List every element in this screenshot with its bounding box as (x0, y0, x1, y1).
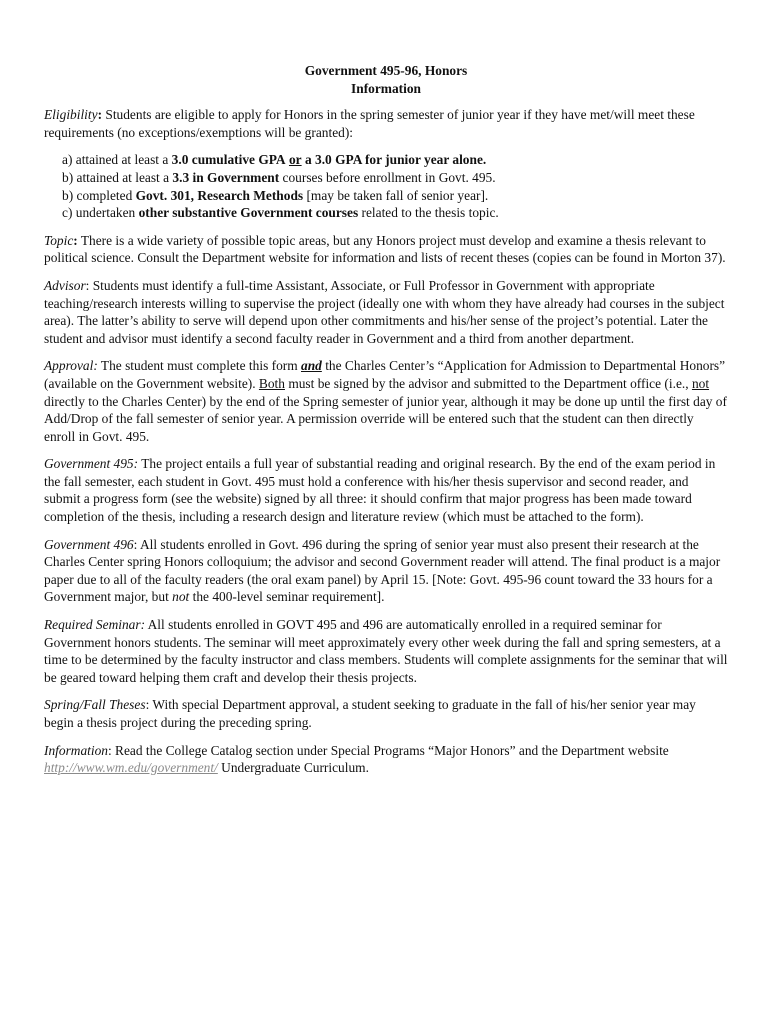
req-d-bold: other substantive Government courses (138, 205, 359, 221)
document-page (44, 62, 728, 787)
approval-not: not (691, 375, 710, 391)
requirement-gpa (62, 151, 728, 169)
approval-text-1: The student must complete this form (97, 358, 301, 374)
title-line-2: Information (351, 80, 421, 96)
requirements-list (44, 151, 728, 221)
advisor-text: : Students must identify a full-time Assistant, Associate, or Full Professor in Government with appropriate teaching/research interests willing to supervise the project (ideally one with whom they have already had courses in the subject area). The latter’s ability to serve will depend upon other commitments and his/her sense of the project’s potential. Later the student and advisor must identify a second faculty reader in Government and a third from another department. (44, 277, 725, 346)
gov495-label: Government 495: (44, 456, 139, 472)
req-c-bold: Govt. 301, Research Methods (135, 187, 304, 203)
req-c-text-2: [may be taken fall of senior year]. (303, 187, 489, 203)
information-label: Information (44, 742, 108, 758)
topic-colon: : (73, 232, 78, 248)
information-text-1: : Read the College Catalog section under Special Programs “Major Honors” and the Department website (107, 742, 669, 758)
topic-label: Topic (44, 232, 74, 248)
approval-and: and (301, 358, 322, 374)
gov496-text-1: : All students enrolled in Govt. 496 during the spring of senior year must also present their research at the Charles Center spring Honors colloquium; the advisor and second Government reader will attend. The final product is a major paper due to all of the faculty readers (the oral exam panel) by April 15. [Note: Govt. 495-96 count toward the 33 hours for a Government major, but (44, 536, 721, 605)
eligibility-label: Eligibility (44, 107, 98, 123)
government-website-link[interactable]: http://www.wm.edu/government/ (44, 760, 218, 776)
spring-fall-text: : With special Department approval, a student seeking to graduate in the fall of his/her senior year may begin a thesis project during the preceding spring. (44, 697, 696, 730)
topic-text: There is a wide variety of possible topic areas, but any Honors project must develop and examine a thesis relevant to political science. Consult the Department website for information and lists of recent theses (copies can be found in Morton 37). (44, 232, 726, 266)
requirement-research-methods (62, 187, 728, 205)
spring-fall-paragraph (44, 696, 728, 731)
eligibility-paragraph (44, 106, 728, 141)
eligibility-colon: : (97, 107, 103, 123)
approval-text-3: must be signed by the advisor and submitted to the Department office (i.e., (284, 375, 692, 391)
req-a-text-1: a) attained at least a (62, 152, 172, 168)
information-paragraph (44, 742, 728, 777)
information-text-2: Undergraduate Curriculum. (217, 760, 369, 776)
advisor-paragraph (44, 277, 728, 347)
approval-text-2: the Charles Center’s “Application for Admission to Departmental Honors” (available on the Government website). (44, 358, 726, 391)
eligibility-text: Students are eligible to apply for Honors in the spring semester of junior year if they have met/will meet these requirements (no exceptions/exemptions will be granted): (44, 107, 695, 140)
approval-paragraph (44, 357, 728, 445)
req-a-or: or (288, 152, 302, 168)
approval-both: Both (258, 375, 285, 391)
req-a-bold-1: 3.0 cumulative GPA (171, 152, 286, 168)
gov495-text: The project entails a full year of substantial reading and original research. By the end of the exam period in the fall semester, each student in Govt. 495 must hold a conference with his/her thesis supervisor and second reader, and submit a progress form (see the website) signed by all three: it should confirm that major progress has been made toward completion of the thesis, including a research design and literature review (which must be attached to the form). (44, 456, 716, 525)
gov496-not: not (172, 589, 190, 605)
req-b-bold: 3.3 in Government (172, 169, 280, 185)
req-d-text-1: c) undertaken (62, 205, 139, 221)
gov495-paragraph (44, 455, 728, 525)
spring-fall-label: Spring/Fall Theses (44, 697, 146, 713)
seminar-text: All students enrolled in GOVT 495 and 496 are automatically enrolled in a required seminar for Government honors students. The seminar will meet approximately every other week during the fall and spring semesters, at a time to be determined by the faculty instructor and class members. Students will complete assignments for the seminar that will be geared toward helping them craft and develop their thesis projects. (44, 617, 728, 685)
req-d-text-2: related to the thesis topic. (358, 205, 499, 221)
approval-text-4: directly to the Charles Center) by the end of the Spring semester of junior year, although it may be done up until the first day of Add/Drop of the fall semester of senior year. A permission override will be entered such that the student can then directly enroll in Govt. 495. (44, 393, 727, 444)
gov496-label: Government 496 (44, 536, 134, 552)
gov496-paragraph (44, 536, 728, 606)
gov496-text-2: the 400-level seminar requirement]. (189, 589, 385, 605)
seminar-label: Required Seminar: (44, 617, 146, 633)
req-c-text-1: b) completed (62, 187, 136, 203)
title-line-1: Government 495-96, Honors (304, 63, 468, 78)
req-b-text-2: courses before enrollment in Govt. 495. (279, 169, 496, 185)
req-b-text-1: b) attained at least a (62, 169, 173, 185)
approval-label: Approval: (44, 358, 98, 374)
topic-paragraph (44, 232, 728, 267)
document-title (44, 62, 728, 97)
req-a-bold-2: a 3.0 GPA for junior year alone. (304, 152, 487, 168)
seminar-paragraph (44, 616, 728, 686)
requirement-government-gpa (62, 169, 728, 187)
requirement-other-courses (62, 204, 728, 222)
advisor-label: Advisor (44, 277, 86, 293)
